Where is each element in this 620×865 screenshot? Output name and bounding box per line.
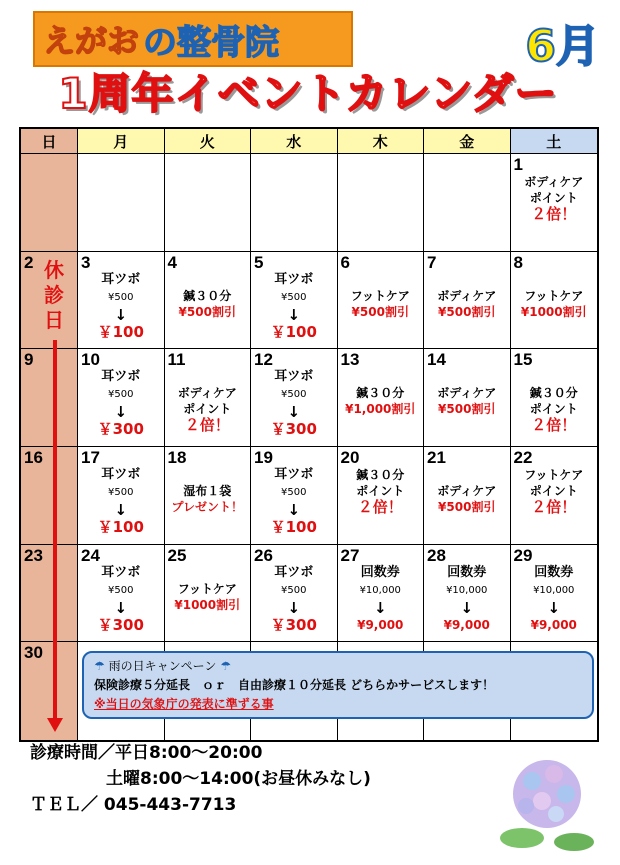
calendar-day [338,349,425,447]
day-number: 29 [513,545,533,565]
event-line: ￥100 [97,322,144,341]
calendar-day [78,349,165,447]
hydrangea-icon [492,746,602,856]
day-number: 13 [340,350,360,370]
calendar-day [338,447,425,545]
day-event [165,369,251,433]
event-line: 耳ツボ [274,564,314,580]
day-number: 14 [427,350,446,370]
event-line: ¥500割引 [178,304,236,319]
event-line: プレゼント！ [171,499,244,514]
day-number: 5 [254,252,264,272]
event-line: フットケア [177,581,237,596]
calendar-day [165,349,252,447]
day-event [78,565,164,633]
calendar-day [338,252,425,350]
calendar-day [78,252,165,350]
event-line: 鍼３０分 [356,386,405,401]
event-line: フットケア [524,288,584,303]
calendar-day [251,349,338,447]
event-line: ¥500割引 [351,304,409,319]
rain-campaign-title: 雨の日キャンペーン [108,659,217,673]
rain-campaign-body: 保険診療５分延長 ｏｒ 自由診療１０分延長 どちらかサービスします！ [94,678,495,692]
calendar-day [251,447,338,545]
calendar-day [424,447,511,545]
clinic-hours [30,740,371,818]
logo-kana: えがお [43,22,140,60]
event-line: ¥500 [281,389,307,401]
event-line: ２倍！ [531,497,577,516]
event-line: ポイント [529,483,578,498]
rain-campaign-note: ※当日の気象庁の発表に準ずる事 [94,697,274,711]
event-line [511,272,598,288]
event-line: ↓ [287,305,301,324]
day-event [251,467,337,535]
day-number: 27 [340,545,360,565]
day-number: 18 [167,447,187,467]
event-line: ¥500 [108,486,134,498]
event-line: ポイント [356,483,405,498]
day-event [78,369,164,437]
weekday-header: 金 [424,129,511,154]
event-line: 鍼３０分 [183,288,232,303]
event-line: 湿布１袋 [183,483,232,498]
calendar-day [21,447,78,545]
day-event [511,369,598,433]
event-line [165,369,251,385]
weekday-header: 水 [251,129,338,154]
event-line: ポイント [183,402,232,417]
event-line: 耳ツボ [274,466,314,482]
day-event [78,272,164,340]
day-number: 24 [81,545,100,565]
event-line [338,272,424,288]
event-line: ¥9,000 [357,617,404,632]
event-line: 鍼３０分 [356,467,405,482]
day-event [338,565,424,633]
day-event [165,272,251,320]
day-number: 22 [513,447,533,467]
event-line: ¥500 [281,291,307,303]
event-line: ¥1000割引 [520,304,587,319]
event-line: ¥9,000 [443,617,490,632]
calendar-day [511,252,598,350]
day-event [78,467,164,535]
event-line: ¥500 [281,584,307,596]
event-line: 回数券 [447,564,487,580]
calendar-day [251,252,338,350]
event-line: 耳ツボ [101,564,141,580]
calendar-day [338,545,425,643]
day-event [251,272,337,340]
weekday-header: 火 [165,129,252,154]
day-number: 9 [24,350,34,370]
event-line: 耳ツボ [101,369,141,385]
day-event [424,565,510,633]
event-line: 耳ツボ [101,466,141,482]
logo-name: の整骨院 [143,22,280,63]
event-line: ￥100 [270,517,317,536]
rain-campaign-box [82,651,594,719]
day-event [424,272,510,320]
calendar-day [338,154,425,252]
event-line: ↓ [287,500,301,519]
day-event [424,467,510,515]
day-number: 12 [254,350,273,370]
event-line: ¥500 [108,291,134,303]
weekday-header: 日 [21,129,78,154]
event-line: ↓ [547,598,561,617]
event-line: 耳ツボ [274,369,314,385]
event-line: ¥1,000割引 [345,402,416,417]
calendar-day [511,545,598,643]
event-line: ２倍！ [531,205,577,223]
calendar-day [21,545,78,643]
event-line: ２倍！ [184,416,230,435]
event-line: ¥9,000 [530,617,577,632]
event-line [424,467,510,483]
day-number: 8 [513,252,523,272]
event-line: 耳ツボ [101,271,141,287]
calendar-day [424,252,511,350]
day-event [338,369,424,417]
day-number: 6 [340,252,350,272]
day-number: 15 [513,350,533,370]
event-line: ↓ [460,598,474,617]
event-line [424,369,510,385]
event-line: ￥300 [97,420,144,439]
calendar-day [511,447,598,545]
event-line: ↓ [287,598,301,617]
day-number: 7 [427,252,437,272]
event-line: ポイント [529,402,578,417]
event-line: ¥500 [108,389,134,401]
rain-campaign-title-row [94,657,582,676]
event-line: ¥500 [281,486,307,498]
telephone: ＴＥＬ／ 045-443-7713 [30,795,237,815]
day-number: 28 [427,545,446,565]
calendar-day [251,154,338,252]
day-number: 20 [340,447,360,467]
event-line: ¥500割引 [438,499,496,514]
calendar-day [165,447,252,545]
day-number: 2 [24,252,34,272]
day-number: 30 [24,643,43,663]
day-number: 11 [167,350,186,370]
day-number: 26 [254,545,273,565]
event-line: ￥100 [97,517,144,536]
calendar-day [424,154,511,252]
calendar-day [511,349,598,447]
day-event [511,174,598,222]
calendar-day [424,545,511,643]
weekday-header: 木 [338,129,425,154]
event-line [165,565,251,581]
day-event [338,467,424,515]
day-number: 17 [81,447,100,467]
day-number: 16 [24,447,43,467]
day-number: 1 [513,155,523,174]
event-line: ￥300 [270,420,317,439]
day-event [511,565,598,633]
calendar-day [251,545,338,643]
closed-arrow-head [47,718,63,732]
event-line [165,272,251,288]
event-calendar [19,127,599,742]
day-event [165,467,251,515]
day-event [511,272,598,320]
event-line: 耳ツボ [274,271,314,287]
saturday-hours: 土曜8:00～14:00(お昼休みなし) [106,769,371,789]
day-number: 4 [167,252,177,272]
event-line: ¥500割引 [438,402,496,417]
umbrella-icon: ☂ [94,659,105,673]
event-line: ボディケア [437,386,497,401]
event-line: ¥10,000 [533,584,575,596]
event-line: ２倍！ [531,416,577,435]
day-event [251,565,337,633]
event-line: フットケア [350,288,410,303]
day-event [424,369,510,417]
event-line [424,272,510,288]
day-number: 23 [24,545,43,565]
day-event [511,467,598,515]
calendar-day [165,545,252,643]
calendar-day [165,252,252,350]
calendar-day [424,349,511,447]
event-line: ↓ [114,305,128,324]
event-line: ボディケア [437,288,497,303]
day-number: 19 [254,447,273,467]
event-line: ￥300 [270,615,317,634]
calendar-day [78,154,165,252]
event-line: フットケア [524,467,584,482]
event-line: ↓ [114,403,128,422]
umbrella-icon: ☂ [220,659,231,673]
event-line: ￥100 [270,322,317,341]
event-line: ↓ [114,500,128,519]
weekday-header: 月 [78,129,165,154]
event-line: ２倍！ [357,497,403,516]
event-line: ¥500 [108,584,134,596]
calendar-day [21,349,78,447]
day-number: 21 [427,447,446,467]
closed-day-label: 休診日 [41,258,67,333]
month-label: 6月 [525,21,600,72]
event-line: ¥10,000 [359,584,401,596]
event-line: ポイント [529,191,578,205]
day-number: 25 [167,545,187,565]
closed-arrow-line [53,340,57,718]
event-line: ¥1000割引 [174,597,241,612]
event-line: ボディケア [524,175,584,189]
event-line: 鍼３０分 [529,386,578,401]
event-line: ¥10,000 [446,584,488,596]
weekday-hours: 診療時間／平日8:00～20:00 [30,743,263,763]
event-line: ￥300 [97,615,144,634]
event-line: ボディケア [177,386,237,401]
event-line: ↓ [287,403,301,422]
event-line: ¥500割引 [438,304,496,319]
weekday-header: 土 [511,129,598,154]
day-number: 10 [81,350,100,370]
event-line: 回数券 [360,564,400,580]
day-event [338,272,424,320]
event-line [165,467,251,483]
event-line [338,369,424,385]
calendar-day [78,447,165,545]
page-title: 1周年イベントカレンダー [58,69,558,118]
event-line: ボディケア [437,483,497,498]
calendar-day [78,545,165,643]
calendar-day [21,154,78,252]
event-line: ↓ [373,598,387,617]
event-line [511,369,598,385]
event-line: ↓ [114,598,128,617]
event-line: 回数券 [534,564,574,580]
day-number: 3 [81,252,91,272]
day-event [165,565,251,613]
day-event [251,369,337,437]
calendar-day [511,154,598,252]
clinic-logo [33,11,353,67]
calendar-day [165,154,252,252]
